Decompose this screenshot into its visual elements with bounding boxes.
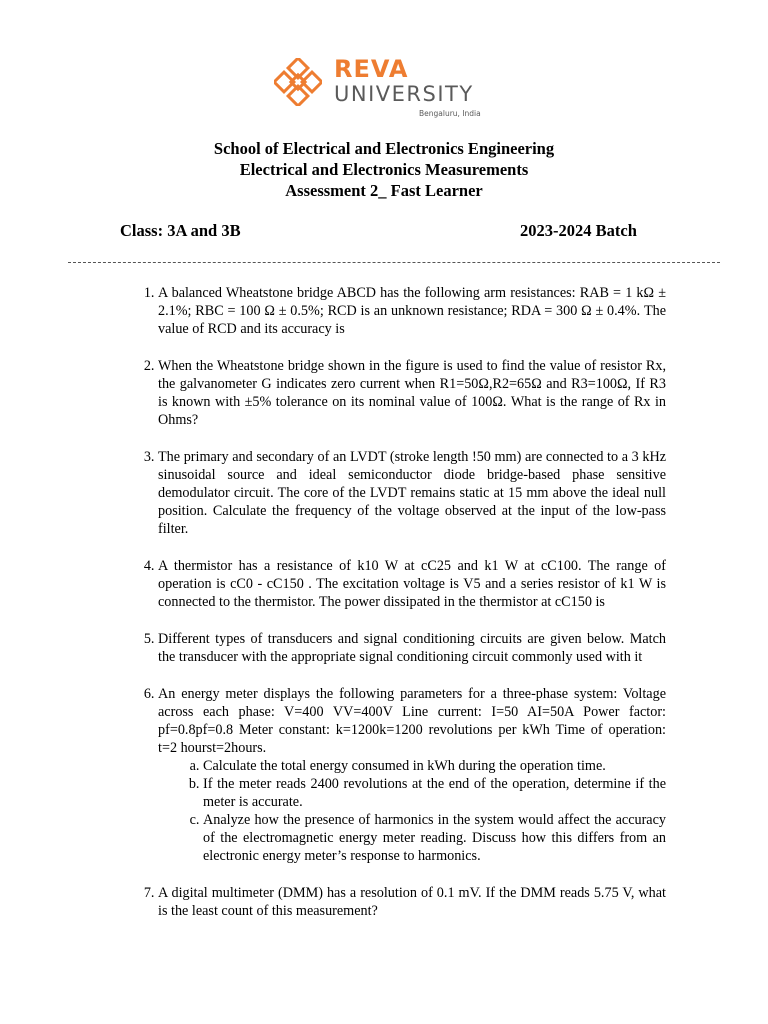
subpart-a: a. Calculate the total energy consumed in kWh during the operation time. (203, 757, 666, 775)
subpart-b: b. If the meter reads 2400 revolutions at the end of the operation, determine if the meter is accurate. (203, 775, 666, 811)
subpart-c: c. Analyze how the presence of harmonics in the system would affect the accuracy of the electromagnetic energy meter reading. Discuss how this differs from an electronic energy meter’s response to harmonics. (203, 811, 666, 865)
assessment-title: Assessment 2_ Fast Learner (285, 181, 483, 200)
question-text: A digital multimeter (DMM) has a resolution of 0.1 mV. If the DMM reads 5.75 V, what is the least count of this measurement? (158, 885, 666, 919)
question-4 (158, 557, 666, 611)
question-text: The primary and secondary of an LVDT (stroke length !50 mm) are connected to a 3 kHz sinusoidal source and ideal semiconductor diode bridge-based phase sensitive demodulator circuit. The core of the LVDT remains static at 15 mm above the ideal null position. Calculate the frequency of the voltage observed at the input of the low-pass filter. (158, 449, 666, 537)
question-text: A thermistor has a resistance of k10 W at cC25 and k1 W at cC100. The range of operation is cC0 - cC150 . The excitation voltage is V5 and a series resistor of k1 W is connected to the thermistor. The power dissipated in the thermistor at cC150 is (158, 558, 666, 610)
document-heading (0, 138, 768, 201)
dashed-divider (68, 262, 720, 263)
class-label: Class: 3A and 3B (120, 221, 241, 240)
question-6 (158, 685, 666, 865)
question-3 (158, 448, 666, 538)
question-5 (158, 630, 666, 666)
batch-label: 2023-2024 Batch (520, 221, 637, 240)
course-name: Electrical and Electronics Measurements (239, 160, 529, 179)
university-logo (274, 56, 494, 122)
question-text: An energy meter displays the following parameters for a three-phase system: Voltage across each phase: V=400 VV=400V Line current: I=50 AI=50A Power factor: pf=0.8pf=0.8 Meter constant: k=1200k=1200 revolutions per kWh Time of operation: t=2 hourst=2hours. (158, 686, 666, 756)
reva-emblem-icon (274, 58, 322, 106)
school-name: School of Electrical and Electronics Engineering (213, 139, 555, 158)
question-7 (158, 884, 666, 920)
logo-title: REVA (334, 55, 409, 83)
question-1 (158, 284, 666, 338)
question-list (158, 284, 666, 939)
question-text: When the Wheatstone bridge shown in the figure is used to find the value of resistor Rx, the galvanometer G indicates zero current when R1=50Ω,R2=65Ω and R3=100Ω, If R3 is known with ±5% tolerance on its nominal value of 100Ω. What is the range of Rx in Ohms? (158, 358, 666, 428)
question-2 (158, 357, 666, 429)
logo-location: Bengaluru, India (419, 109, 481, 118)
question-text: A balanced Wheatstone bridge ABCD has the following arm resistances: RAB = 1 kΩ ± 2.1%; RBC = 100 Ω ± 0.5%; RCD is an unknown resistance; RDA = 300 Ω ± 0.4%. The value of RCD and its accuracy is (158, 285, 666, 337)
subpart-list (158, 757, 666, 865)
logo-subtitle: UNIVERSITY (334, 82, 474, 106)
question-text: Different types of transducers and signal conditioning circuits are given below. Match the transducer with the appropriate signal conditioning circuit commonly used with it (158, 631, 666, 665)
